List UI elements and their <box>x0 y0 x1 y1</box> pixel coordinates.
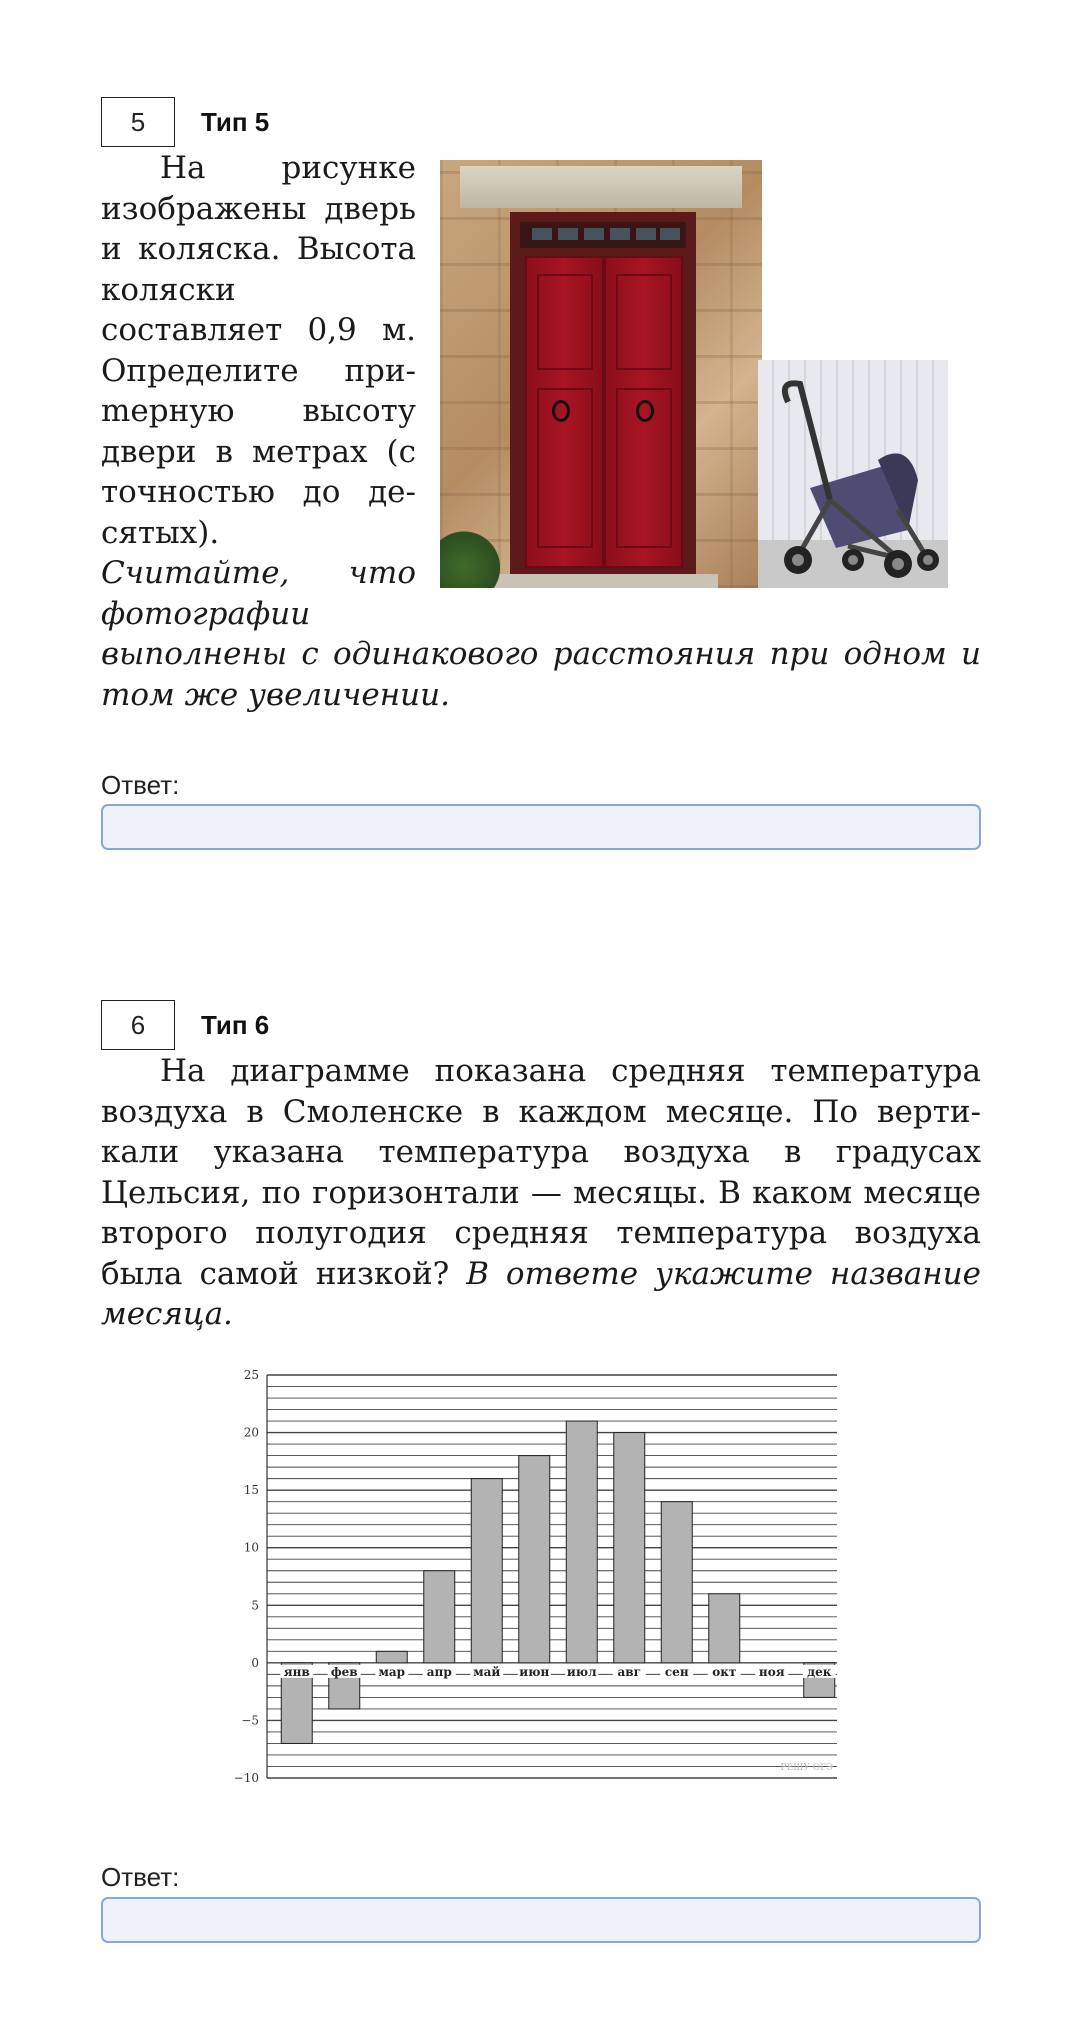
task-header <box>101 96 981 148</box>
bar <box>519 1456 550 1663</box>
task-type-label: Тип 5 <box>201 106 270 137</box>
bar <box>471 1479 502 1663</box>
y-tick-label: −5 <box>241 1713 259 1728</box>
door-knocker-icon <box>636 400 654 422</box>
bar <box>614 1433 645 1663</box>
category-label: янв <box>283 1664 310 1679</box>
door-transom <box>520 222 686 248</box>
category-label: окт <box>712 1664 737 1679</box>
stone-lintel <box>460 166 742 208</box>
task-number: 6 <box>101 1000 175 1050</box>
y-tick-label: 5 <box>251 1598 259 1613</box>
task-text <box>101 1051 981 1335</box>
answer-label: Ответ: <box>101 1862 180 1892</box>
category-label: апр <box>426 1664 452 1679</box>
task-text-plain: На рисунке изображены дверь и коляска. Высота коляски составляет 0,9 м. Определите приmерную высоту двери в метрах (с точностью до десятых). <box>101 150 416 551</box>
task-type-label: Тип 6 <box>201 1009 270 1040</box>
task-number: 5 <box>101 97 175 147</box>
task-text-italic: В ответе укажите название месяца. <box>101 1255 981 1332</box>
category-label: фев <box>330 1664 358 1679</box>
stroller-icon <box>758 360 948 588</box>
task-text-plain: На диаграмме показана средняя температура воздуха в Смоленске в каждом месяце. По вертикали указана температура воздуха в градусах Цельсия, по горизонтали — месяцы. В каком месяце второго полугодия средняя температура воздуха была самой низкой? <box>101 1053 981 1292</box>
door-knocker-icon <box>552 400 570 422</box>
bar <box>376 1651 407 1663</box>
category-label: июл <box>566 1664 597 1679</box>
category-label: июн <box>519 1664 550 1679</box>
task-text <box>101 148 981 715</box>
y-tick-label: 0 <box>251 1655 259 1670</box>
bar <box>709 1594 740 1663</box>
y-tick-label: 20 <box>243 1425 259 1440</box>
category-label: сен <box>664 1664 689 1679</box>
task-paragraph <box>101 1051 981 1335</box>
task-6 <box>101 999 981 1335</box>
door-step <box>488 574 718 588</box>
answer-input[interactable] <box>101 1897 981 1943</box>
temperature-bar-chart <box>225 1360 850 1790</box>
watermark: РЕШУ ОГЭ <box>780 1763 833 1773</box>
bar <box>661 1502 692 1663</box>
bar <box>424 1571 455 1663</box>
plant <box>440 520 500 588</box>
task-figure <box>440 160 981 600</box>
category-label: май <box>473 1664 501 1679</box>
answer-input[interactable] <box>101 804 981 850</box>
category-label: авг <box>617 1664 641 1679</box>
task-text-italic: Считайте, что фотографии выполнены с одинакового расстояния при одном и том же увеличении. <box>101 555 981 713</box>
task-header <box>101 999 981 1051</box>
category-label: ноя <box>758 1664 785 1679</box>
category-label: мар <box>378 1664 406 1679</box>
task-5 <box>101 96 981 715</box>
bar <box>566 1421 597 1663</box>
y-tick-label: 25 <box>243 1368 259 1382</box>
y-tick-label: −10 <box>233 1771 259 1785</box>
answer-label: Ответ: <box>101 770 180 800</box>
y-tick-label: 10 <box>243 1540 259 1555</box>
category-label: дек <box>807 1664 832 1679</box>
y-tick-label: 15 <box>243 1483 259 1498</box>
